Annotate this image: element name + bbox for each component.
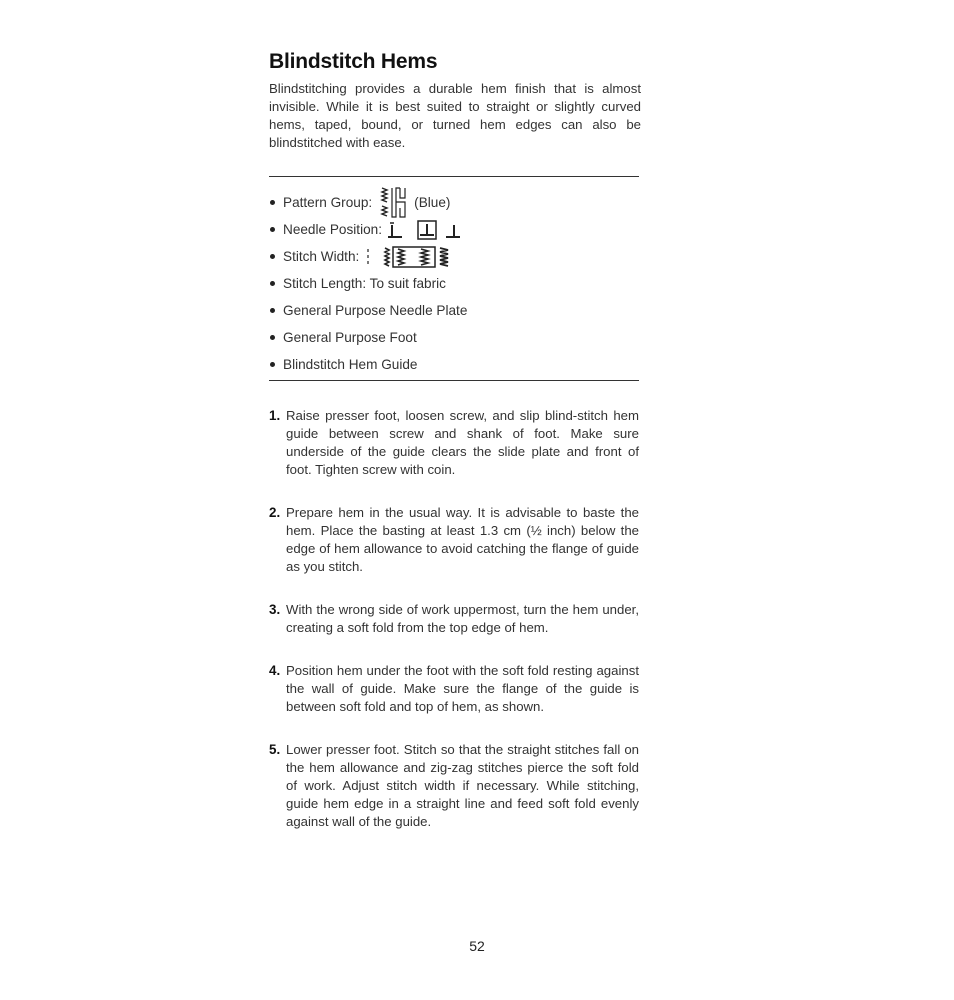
step-text: Raise presser foot, loosen screw, and slip blind-stitch hem guide between screw and shank of foot. Make sure underside of the guide clears the slide plate and front of foot. Tighten screw with coin. <box>286 408 639 477</box>
blindstitch-pattern-icon <box>378 186 408 220</box>
bullet <box>270 254 275 259</box>
page-title: Blindstitch Hems <box>269 50 438 73</box>
step-number: 5. <box>269 742 281 757</box>
setting-stitch-width <box>269 243 641 270</box>
step-number: 2. <box>269 505 281 520</box>
step-text: Position hem under the foot with the soft fold resting against the wall of guide. Make sure the flange of the guide is between soft fold and top of hem, as shown. <box>286 663 639 714</box>
step-text: Prepare hem in the usual way. It is advisable to baste the hem. Place the basting at least 1.3 cm (½ inch) below the edge of hem allowance to avoid catching the flange of guide as you stitch. <box>286 505 639 574</box>
needle-position-icons <box>388 219 462 241</box>
page-number: 52 <box>469 938 485 954</box>
stitch-width-label: Stitch Width: <box>283 249 360 264</box>
step-item <box>269 407 641 479</box>
setting-foot <box>269 324 641 351</box>
bottom-divider <box>269 380 639 381</box>
setting-needle-plate <box>269 297 641 324</box>
step-item <box>269 741 641 831</box>
intro-paragraph: Blindstitching provides a durable hem finish that is almost invisible. While it is best suited to straight or slightly curved hems, taped, bound, or turned hem edges can also be blindstitched with ease. <box>269 81 641 150</box>
bullet <box>270 308 275 313</box>
steps-list <box>269 407 641 831</box>
setting-guide <box>269 351 641 378</box>
foot-label: General Purpose Foot <box>283 330 417 345</box>
needle-plate-label: General Purpose Needle Plate <box>283 303 468 318</box>
stitch-width-icons <box>365 246 455 268</box>
stitch-length-label: Stitch Length: To suit fabric <box>283 276 446 291</box>
step-number: 4. <box>269 663 281 678</box>
bullet <box>270 281 275 286</box>
settings-list <box>269 189 641 378</box>
bullet <box>270 227 275 232</box>
pattern-group-label: Pattern Group: <box>283 195 373 210</box>
manual-page <box>269 50 641 856</box>
setting-stitch-length <box>269 270 641 297</box>
step-text: Lower presser foot. Stitch so that the straight stitches fall on the hem allowance and zig-zag stitches pierce the soft fold of work. Adjust stitch width if necessary. While stitching, guide hem edge in a straight line and feed soft fold evenly against wall of the guide. <box>286 742 639 829</box>
needle-position-label: Needle Position: <box>283 222 382 237</box>
setting-needle-position <box>269 216 641 243</box>
bullet <box>270 200 275 205</box>
bullet <box>270 362 275 367</box>
bullet <box>270 335 275 340</box>
top-divider <box>269 176 639 177</box>
setting-pattern-group <box>269 189 641 216</box>
step-text: With the wrong side of work uppermost, turn the hem under, creating a soft fold from the top edge of hem. <box>286 602 639 635</box>
pattern-group-color: (Blue) <box>414 195 451 210</box>
step-item <box>269 662 641 716</box>
step-number: 1. <box>269 408 281 423</box>
step-number: 3. <box>269 602 281 617</box>
step-item <box>269 601 641 637</box>
step-item <box>269 504 641 576</box>
guide-label: Blindstitch Hem Guide <box>283 357 418 372</box>
